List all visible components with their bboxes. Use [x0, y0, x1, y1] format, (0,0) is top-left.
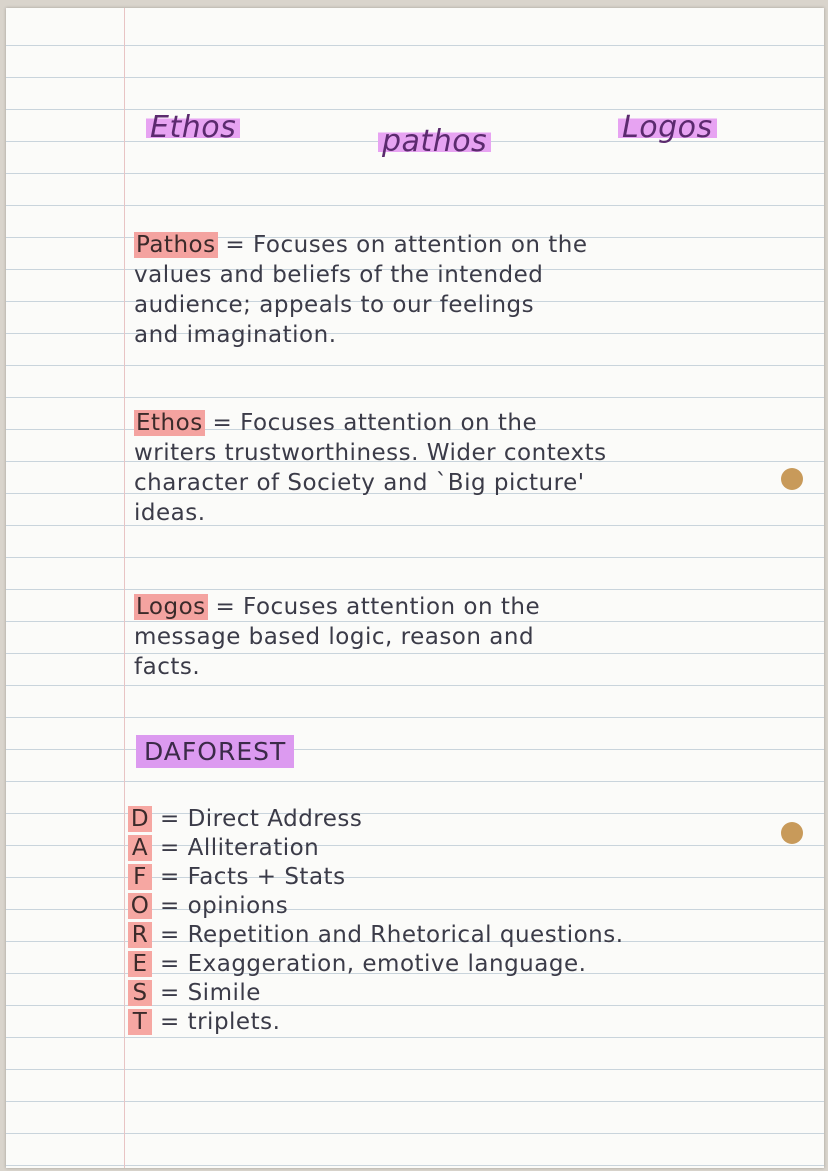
- pathos-line-1: [134, 230, 814, 260]
- logos-line-2: message based logic, reason and: [134, 624, 535, 650]
- pathos-term: Pathos: [136, 232, 216, 258]
- pathos-line-2: values and beliefs of the intended: [134, 262, 544, 288]
- margin-line: [124, 8, 125, 1168]
- equals-sign: =: [215, 594, 236, 620]
- logos-line-3: facts.: [134, 654, 201, 680]
- ethos-term: Ethos: [136, 410, 203, 436]
- list-letter: T: [128, 1009, 152, 1035]
- list-text: = Facts + Stats: [160, 863, 346, 890]
- ethos-line-2: writers trustworthiness. Wider contexts: [134, 440, 607, 466]
- list-item: [128, 1007, 808, 1036]
- list-item: [128, 920, 808, 949]
- list-text: = Repetition and Rhetorical questions.: [160, 921, 624, 948]
- list-letter: O: [128, 893, 152, 919]
- pathos-line-3: audience; appeals to our feelings: [134, 292, 535, 318]
- list-item: [128, 949, 808, 978]
- equals-sign: =: [225, 232, 246, 258]
- notebook-page: [6, 8, 824, 1168]
- list-text: = opinions: [160, 892, 289, 919]
- pathos-definition: [134, 230, 814, 350]
- logos-text: Focuses attention on the: [243, 594, 541, 620]
- logos-term: Logos: [136, 594, 206, 620]
- pathos-text: Focuses on attention on the: [253, 232, 588, 258]
- list-letter: A: [128, 835, 152, 861]
- heading-ethos: Ethos: [146, 110, 240, 145]
- list-text: = Exaggeration, emotive language.: [160, 950, 587, 977]
- heading-pathos: pathos: [378, 124, 491, 159]
- list-item: [128, 978, 808, 1007]
- list-text: = triplets.: [160, 1008, 281, 1035]
- list-item: [128, 862, 808, 891]
- acronym-heading: DAFOREST: [136, 735, 294, 768]
- list-text: = Direct Address: [160, 805, 363, 832]
- logos-definition: [134, 592, 814, 682]
- ethos-line-3: character of Society and `Big picture': [134, 470, 585, 496]
- ethos-line-4: ideas.: [134, 500, 206, 526]
- equals-sign: =: [212, 410, 233, 436]
- list-item: [128, 891, 808, 920]
- list-text: = Simile: [160, 979, 261, 1006]
- list-letter: R: [128, 922, 152, 948]
- heading-logos: Logos: [618, 110, 717, 145]
- list-letter: E: [128, 951, 152, 977]
- list-text: = Alliteration: [160, 834, 320, 861]
- list-letter: F: [128, 864, 152, 890]
- list-item: [128, 833, 808, 862]
- ethos-definition: [134, 408, 814, 528]
- list-item: [128, 804, 808, 833]
- logos-line-1: [134, 592, 814, 622]
- list-letter: S: [128, 980, 152, 1006]
- acronym-list: [128, 804, 808, 1036]
- ethos-text: Focuses attention on the: [240, 410, 538, 436]
- ethos-line-1: [134, 408, 814, 438]
- pathos-line-4: and imagination.: [134, 322, 337, 348]
- list-letter: D: [128, 806, 152, 832]
